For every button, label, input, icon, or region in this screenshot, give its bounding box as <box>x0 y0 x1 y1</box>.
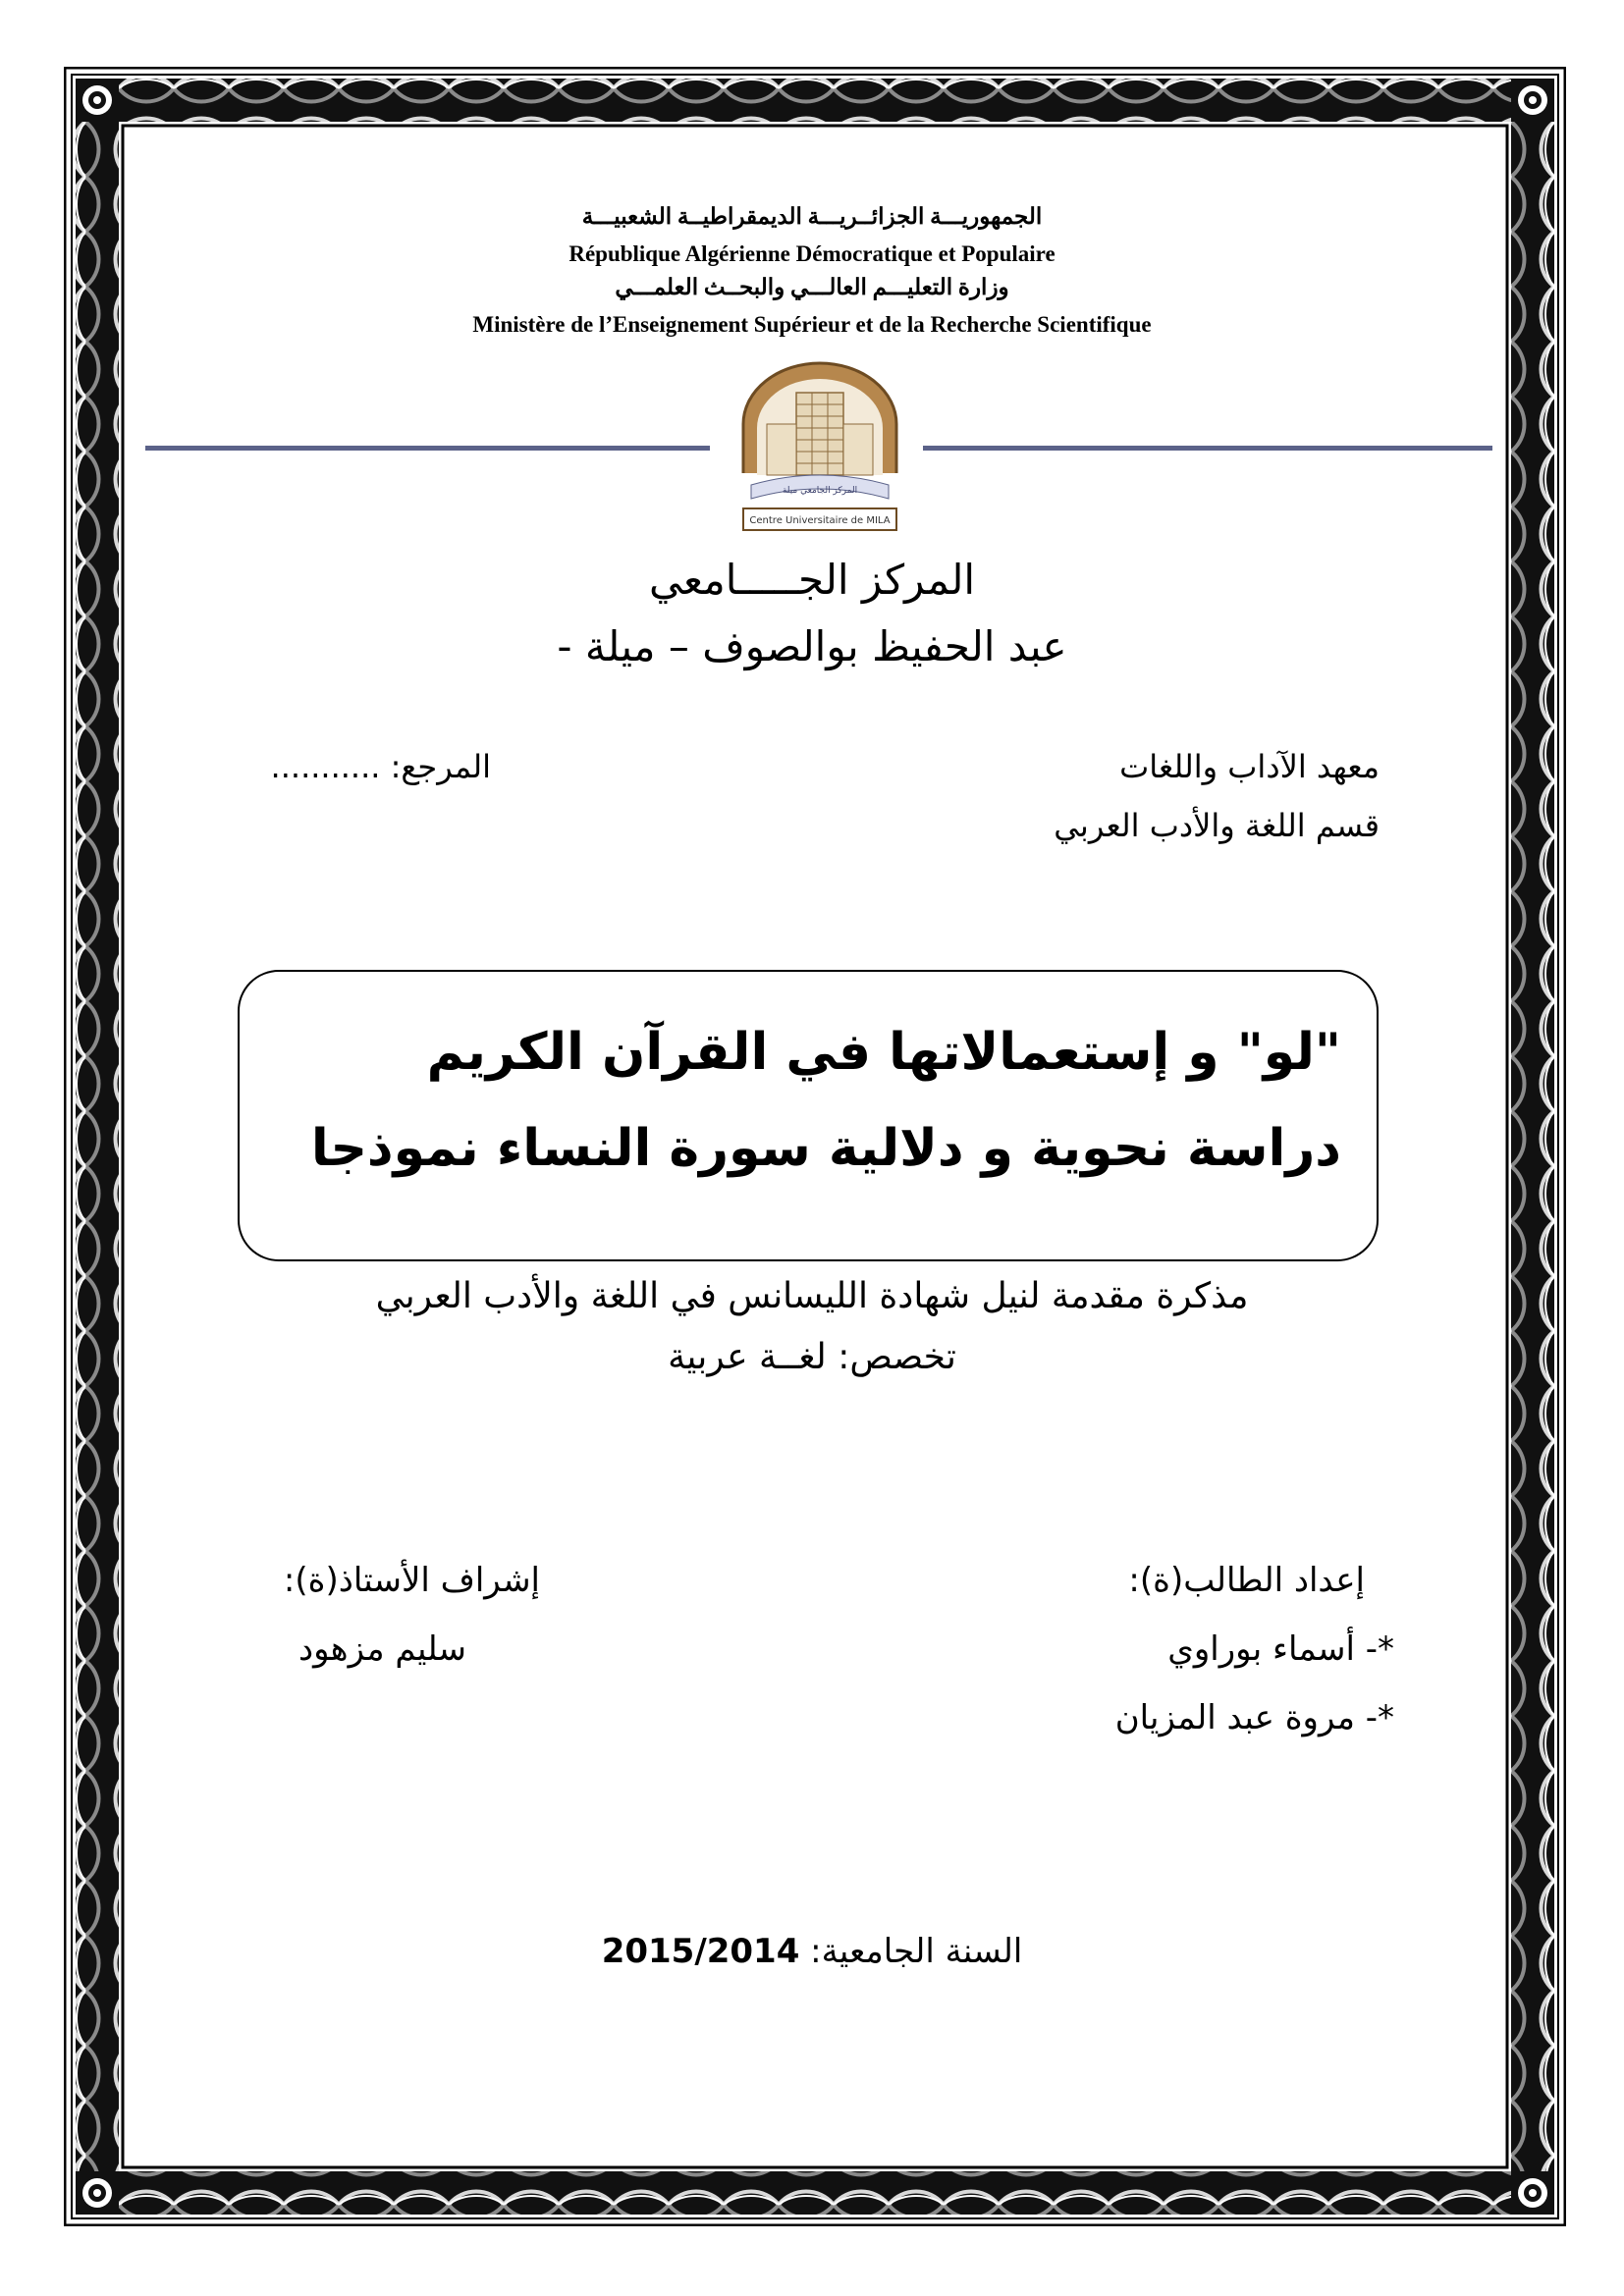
academic-year-label: السنة الجامعية: <box>799 1932 1023 1971</box>
supervisor-name: سليم مزهود <box>298 1629 466 1669</box>
ministry-french: Ministère de l’Enseignement Supérieur et de la Recherche Scientifique <box>472 312 1152 337</box>
header-rule-right <box>923 446 1492 451</box>
republic-french: République Algérienne Démocratique et Populaire <box>568 241 1056 266</box>
header-rule-left <box>145 446 710 451</box>
student-name: *- مروة عبد المزيان <box>1114 1698 1394 1737</box>
reference-label: المرجع: ........... <box>270 748 491 785</box>
supervisor-label: إشراف الأستاذ(ة): <box>283 1561 540 1600</box>
republic-arabic: الجمهوريـــة الجزائــريـــة الديمقراطيــة الشعبيـــة <box>581 204 1043 229</box>
institution-name-line1: المركز الجـــــامعي <box>648 556 976 604</box>
logo-inscription: المركز الجامعي ميلة <box>782 486 858 496</box>
student-name: *- أسماء بوراوي <box>1167 1629 1394 1669</box>
academic-year-value: 2015/2014 <box>601 1932 800 1971</box>
ministry-arabic: وزارة التعليـــم العالـــي والبحــث العلمـــي <box>615 275 1009 299</box>
thesis-title-line2: دراسة نحوية و دلالية سورة النساء نموذجا <box>310 1119 1341 1178</box>
department-name: قسم اللغة والأدب العربي <box>1054 807 1380 844</box>
institute-name: معهد الآداب واللغات <box>1119 748 1380 785</box>
students-label: إعداد الطالب(ة): <box>1128 1561 1365 1600</box>
thesis-title-line1: "لو" و إستعمالاتها في القرآن الكريم <box>426 1023 1341 1082</box>
academic-year <box>0 1932 1624 1971</box>
logo-caption: Centre Universitaire de MILA <box>749 515 891 526</box>
thesis-title-box <box>238 970 1379 1261</box>
thesis-specialty: تخصص: لغــة عربية <box>668 1337 956 1377</box>
university-logo <box>731 355 908 540</box>
institution-name-line2: عبد الحفيظ بوالصوف – ميلة - <box>557 622 1067 670</box>
thesis-purpose: مذكرة مقدمة لنيل شهادة الليسانس في اللغة والأدب العربي <box>375 1276 1249 1316</box>
